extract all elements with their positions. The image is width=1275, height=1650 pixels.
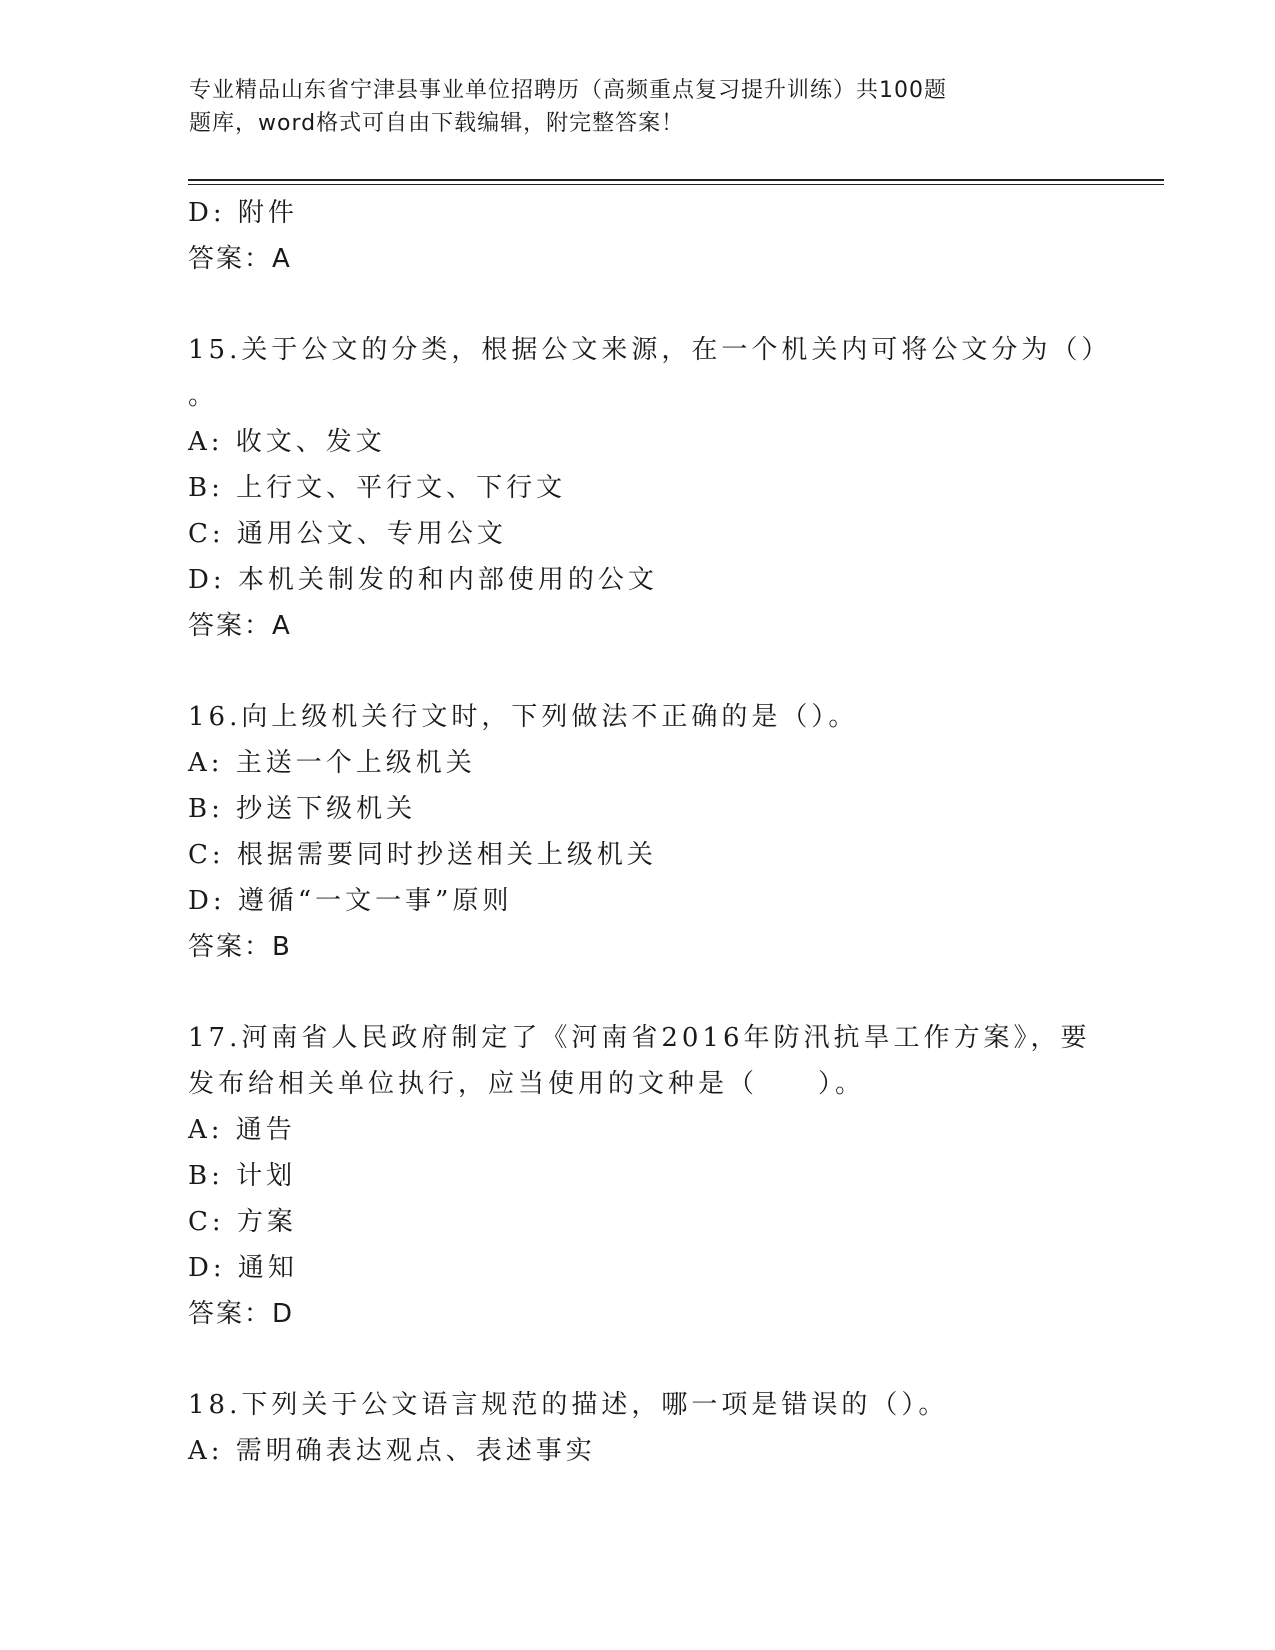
answer: 答案：B — [188, 932, 292, 962]
question-stem-continued: 发布给相关单位执行，应当使用的文种是（ ）。 — [188, 1069, 866, 1099]
header-line-1: 专业精品山东省宁津县事业单位招聘历（高频重点复习提升训练）共100题 — [189, 78, 947, 103]
option-d: D: 本机关制发的和内部使用的公文 — [188, 565, 658, 595]
option-c: C: 根据需要同时抄送相关上级机关 — [188, 840, 657, 870]
option-a: A: 需明确表达观点、表述事实 — [188, 1436, 596, 1466]
header-rule-thin — [188, 184, 1164, 185]
option-d: D: 通知 — [188, 1253, 298, 1283]
answer: 答案：D — [188, 1299, 295, 1329]
question-16 — [188, 694, 1088, 970]
question-stem: 15.关于公文的分类，根据公文来源，在一个机关内可将公文分为（） — [188, 335, 1112, 365]
document-header — [189, 74, 1029, 140]
question-stem-continued: 。 — [188, 381, 219, 411]
question-stem: 16.向上级机关行文时，下列做法不正确的是（）。 — [188, 702, 859, 732]
option-b: B: 上行文、平行文、下行文 — [188, 473, 567, 503]
question-15 — [188, 327, 1112, 649]
option-a: A: 主送一个上级机关 — [188, 748, 476, 778]
answer: 答案：A — [188, 611, 292, 641]
option-a: A: 通告 — [188, 1115, 296, 1145]
option-d: D: 附件 — [188, 198, 298, 228]
question-18 — [188, 1382, 1088, 1474]
option-b: B: 计划 — [188, 1161, 297, 1191]
question-17 — [188, 1015, 1091, 1337]
option-d: D: 遵循“一文一事”原则 — [188, 886, 513, 916]
option-c: C: 通用公文、专用公文 — [188, 519, 507, 549]
option-b: B: 抄送下级机关 — [188, 794, 417, 824]
answer: 答案：A — [188, 244, 292, 274]
option-c: C: 方案 — [188, 1207, 297, 1237]
header-line-2: 题库，word格式可自由下载编辑，附完整答案！ — [189, 111, 685, 136]
option-a: A: 收文、发文 — [188, 427, 386, 457]
question-stem: 18.下列关于公文语言规范的描述，哪一项是错误的（）。 — [188, 1390, 949, 1420]
question-stem: 17.河南省人民政府制定了《河南省2016年防汛抗旱工作方案》，要 — [188, 1023, 1091, 1053]
header-rule-thick — [188, 179, 1164, 181]
document-body — [188, 190, 1112, 1474]
